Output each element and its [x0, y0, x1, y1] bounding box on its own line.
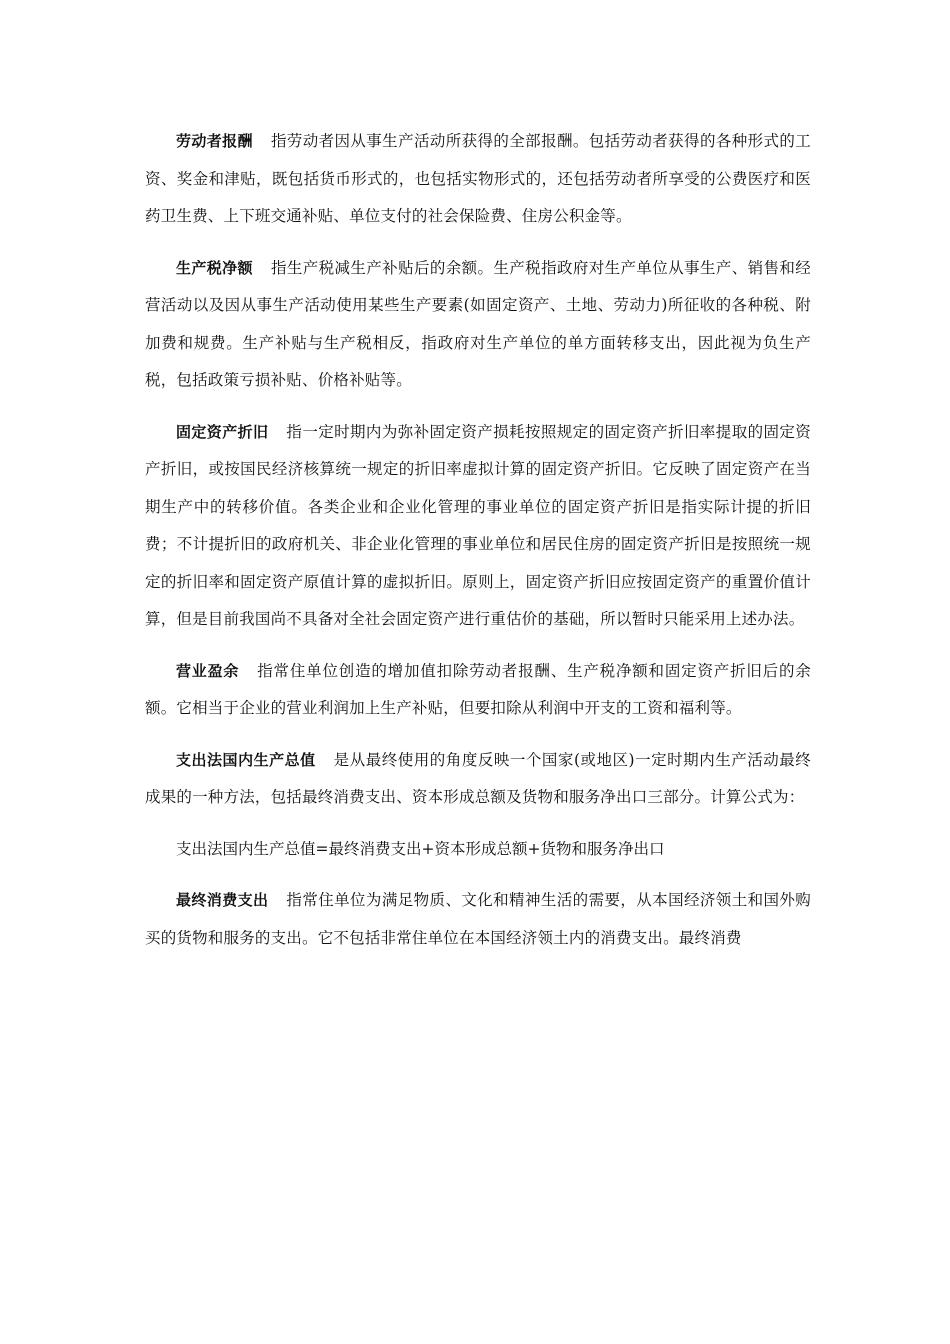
entry-operating-surplus [145, 653, 811, 728]
entry-expenditure-gdp [145, 742, 811, 817]
gdp-formula: 支出法国内生产总值=最终消费支出+资本形成总额+货物和服务净出口 [176, 839, 665, 858]
term-heading: 营业盈余 [176, 661, 240, 680]
term-heading: 生产税净额 [176, 258, 253, 277]
entry-net-production-tax [145, 250, 811, 400]
term-heading: 最终消费支出 [176, 891, 269, 909]
term-heading: 固定资产折旧 [176, 422, 269, 441]
entry-labor-compensation [145, 123, 811, 236]
term-definition: 指劳动者因从事生产活动所获得的全部报酬。包括劳动者获得的各种形式的工资、奖金和津贴，既包括货币形式的，也包括实物形式的，还包括劳动者所享受的公费医疗和医药卫生费、上下班交通补贴、单位支付的社会保险费、住房公积金等。 [145, 132, 811, 225]
entry-fixed-asset-depreciation [145, 414, 811, 639]
entry-final-consumption [145, 882, 811, 957]
document-body [145, 123, 811, 971]
term-definition: 指生产税减生产补贴后的余额。生产税指政府对生产单位从事生产、销售和经营活动以及因从事生产活动使用某些生产要素(如固定资产、土地、劳动力)所征收的各种税、附加费和规费。生产补贴与生产税相反，指政府对生产单位的单方面转移支出，因此视为负生产税，包括政策亏损补贴、价格补贴等。 [145, 258, 811, 389]
term-heading: 劳动者报酬 [176, 132, 253, 150]
term-definition: 指常住单位创造的增加值扣除劳动者报酬、生产税净额和固定资产折旧后的余额。它相当于企业的营业利润加上生产补贴，但要扣除从利润中开支的工资和福利等。 [145, 661, 811, 717]
term-definition: 指一定时期内为弥补固定资产损耗按照规定的固定资产折旧率提取的固定资产折旧，或按国民经济核算统一规定的折旧率虚拟计算的固定资产折旧。它反映了固定资产在当期生产中的转移价值。各类企业和企业化管理的事业单位的固定资产折旧是指实际计提的折旧费；不计提折旧的政府机关、非企业化管理的事业单位和居民住房的固定资产折旧是按照统一规定的折旧率和固定资产原值计算的虚拟折旧。原则上，固定资产折旧应按固定资产的重置价值计算，但是目前我国尚不具备对全社会固定资产进行重估价的基础，所以暂时只能采用上述办法。 [145, 422, 811, 628]
term-definition: 是从最终使用的角度反映一个国家(或地区)一定时期内生产活动最终成果的一种方法，包括最终消费支出、资本形成总额及货物和服务净出口三部分。计算公式为： [145, 750, 811, 806]
term-definition: 指常住单位为满足物质、文化和精神生活的需要，从本国经济领土和国外购买的货物和服务的支出。它不包括非常住单位在本国经济领土内的消费支出。最终消费 [145, 891, 811, 947]
term-heading: 支出法国内生产总值 [176, 750, 316, 769]
